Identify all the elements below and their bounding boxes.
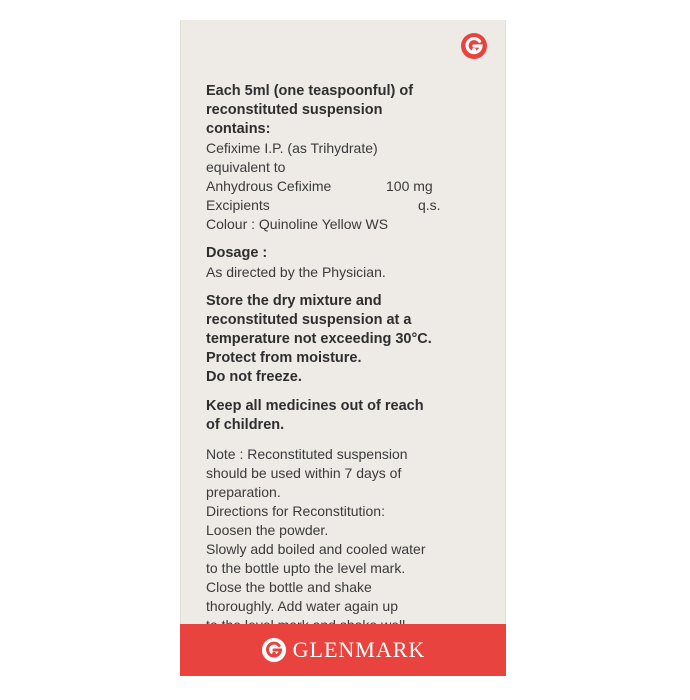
note-line: Close the bottle and shake — [206, 579, 372, 595]
anhydrous-label: Anhydrous Cefixime — [206, 178, 332, 194]
reconstitution-note — [206, 445, 496, 635]
brand-footer — [180, 624, 506, 676]
note-line: Note : Reconstituted suspension — [206, 446, 408, 462]
excipients-value: q.s. — [418, 197, 441, 213]
anhydrous-value: 100 mg — [386, 178, 433, 194]
note-line: to the bottle upto the level mark. — [206, 560, 406, 576]
storage-instructions — [206, 292, 496, 387]
note-line: Directions for Reconstitution: — [206, 503, 385, 519]
excipients-row — [206, 196, 496, 215]
glenmark-logo-icon — [460, 32, 488, 60]
children-warning — [206, 397, 496, 435]
composition-heading-line: reconstituted suspension — [206, 102, 383, 118]
glenmark-logo-icon — [261, 637, 287, 663]
note-line: Slowly add boiled and cooled water — [206, 541, 426, 557]
warning-line: of children. — [206, 417, 285, 433]
composition-heading-line: Each 5ml (one teaspoonful) of — [206, 83, 414, 99]
warning-line: Keep all medicines out of reach — [206, 398, 424, 414]
storage-line: Protect from moisture. — [206, 350, 362, 366]
storage-line: Store the dry mixture and — [206, 293, 382, 309]
storage-line: reconstituted suspension at a — [206, 312, 412, 328]
composition-line: Cefixime I.P. (as Trihydrate) — [206, 140, 378, 156]
brand-name: GLENMARK — [292, 637, 426, 662]
medicine-carton-panel — [180, 20, 506, 676]
note-line: preparation. — [206, 484, 281, 500]
anhydrous-row — [206, 177, 496, 196]
label-text — [206, 82, 496, 635]
note-line: Loosen the powder. — [206, 522, 329, 538]
storage-line: temperature not exceeding 30°C. — [206, 331, 432, 347]
note-line: thoroughly. Add water again up — [206, 598, 398, 614]
excipients-label: Excipients — [206, 197, 270, 213]
composition-heading — [206, 82, 496, 139]
composition-heading-line: contains: — [206, 121, 271, 137]
dosage-text: As directed by the Physician. — [206, 264, 386, 280]
colour-line: Colour : Quinoline Yellow WS — [206, 216, 389, 232]
note-line: should be used within 7 days of — [206, 465, 402, 481]
storage-line: Do not freeze. — [206, 369, 302, 385]
composition-line: equivalent to — [206, 159, 286, 175]
dosage-heading: Dosage : — [206, 245, 268, 261]
